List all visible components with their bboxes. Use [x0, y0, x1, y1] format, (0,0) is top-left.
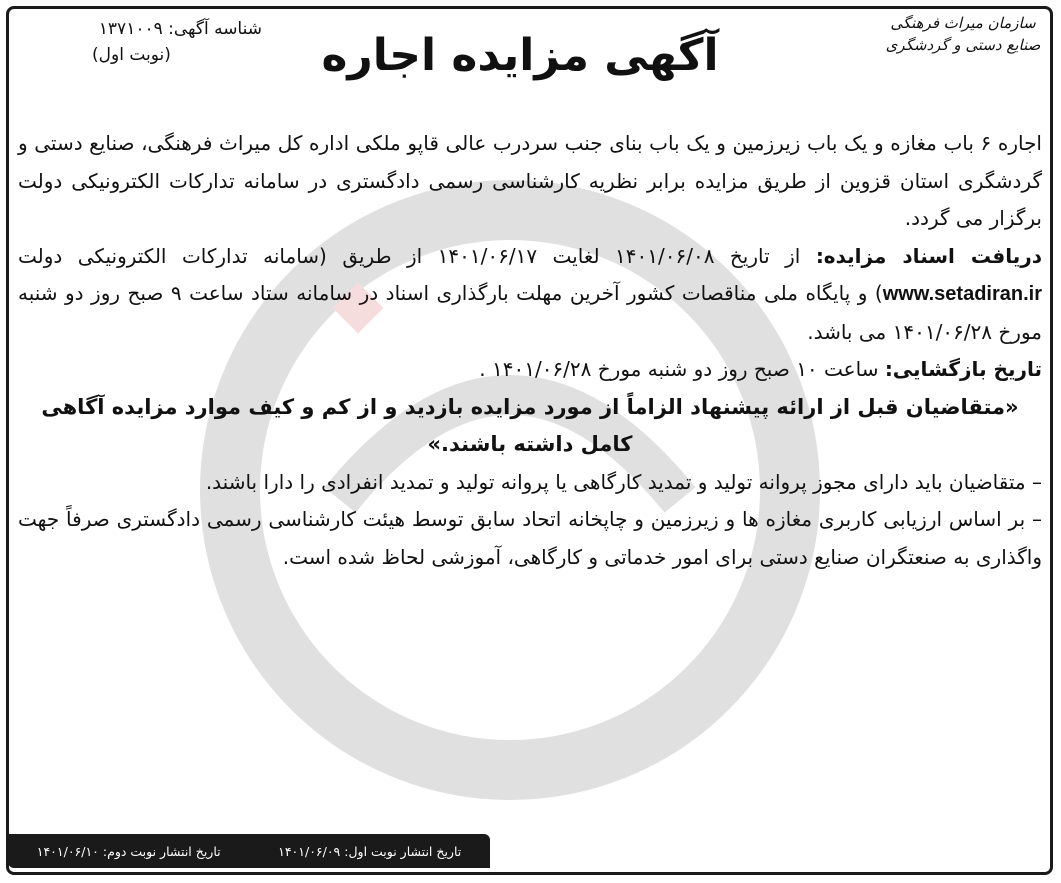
page-title: آگهی مزایده اجاره: [321, 30, 719, 81]
opening-text: ساعت ۱۰ صبح روز دو شنبه مورخ ۱۴۰۱/۰۶/۲۸ .: [479, 357, 885, 381]
logo-line-1: سازمان میراث فرهنگی: [890, 14, 1036, 32]
paragraph-documents: [18, 238, 1042, 352]
ad-body: [18, 125, 1042, 576]
publication-dates-bar: [8, 834, 490, 868]
second-publication-date: تاریخ انتشار نوبت دوم: ۱۴۰۱/۰۶/۱۰: [36, 843, 221, 859]
logo-line-2: صنایع دستی و گردشگری: [885, 36, 1041, 54]
paragraph-opening: [18, 351, 1042, 389]
documents-text-a: از تاریخ ۱۴۰۱/۰۶/۰۸ لغایت ۱۴۰۱/۰۶/۱۷ از طریق (سامانه تدارکات الکترونیکی دولت: [18, 243, 816, 268]
round-label: (نوبت اول): [92, 45, 171, 65]
opening-label: تاریخ بازگشایی:: [884, 357, 1042, 381]
documents-label: دریافت اسناد مزایده:: [815, 243, 1042, 268]
first-publication-date: تاریخ انتشار نوبت اول: ۱۴۰۱/۰۶/۰۹: [278, 843, 462, 859]
paragraph-notice: «متقاضیان قبل از ارائه پیشنهاد الزاماً از مورد مزایده بازدید و از کم و کیف موارد مزایده آگاهی کامل داشته باشند.»: [41, 394, 1019, 456]
documents-text-b: ) و پایگاه ملی مناقصات کشور آخرین مهلت بارگذاری اسناد در سامانه ستاد ساعت ۹ صبح روز دو شنبه مورخ ۱۴۰۱/۰۶/۲۸ می باشد.: [18, 281, 1042, 344]
ad-identifier: [22, 16, 262, 68]
paragraph-evaluation: – بر اساس ارزیابی کاربری مغازه ها و زیرزمین و چاپخانه اتحاد سابق توسط هیئت کارشناسی رسمی دادگستری صرفاً جهت واگذاری به صنعتگران صنایع دستی برای امور خدماتی و کارگاهی، آموزشی لحاظ شده است.: [18, 507, 1042, 569]
organization-logo: [883, 12, 1043, 112]
paragraph-requirements: – متقاضیان باید دارای مجوز پروانه تولید و تمدید کارگاهی یا پروانه تولید و تمدید انفرادی را دارا باشند.: [205, 469, 1042, 494]
paragraph-intro: اجاره ۶ باب مغازه و یک باب زیرزمین و یک باب بنای جنب سردرب عالی قاپو ملکی اداره کل میراث فرهنگی، صنایع دستی و گردشگری استان قزوین از طریق مزایده برابر نظریه کارشناسی رسمی دادگستری در سامانه تدارکات الکترونیکی دولت برگزار می گردد.: [18, 131, 1042, 230]
ad-id-text: شناسه آگهی: ۱۳۷۱۰۰۹: [98, 19, 262, 39]
setadiran-link[interactable]: www.setadiran.ir: [882, 283, 1042, 305]
